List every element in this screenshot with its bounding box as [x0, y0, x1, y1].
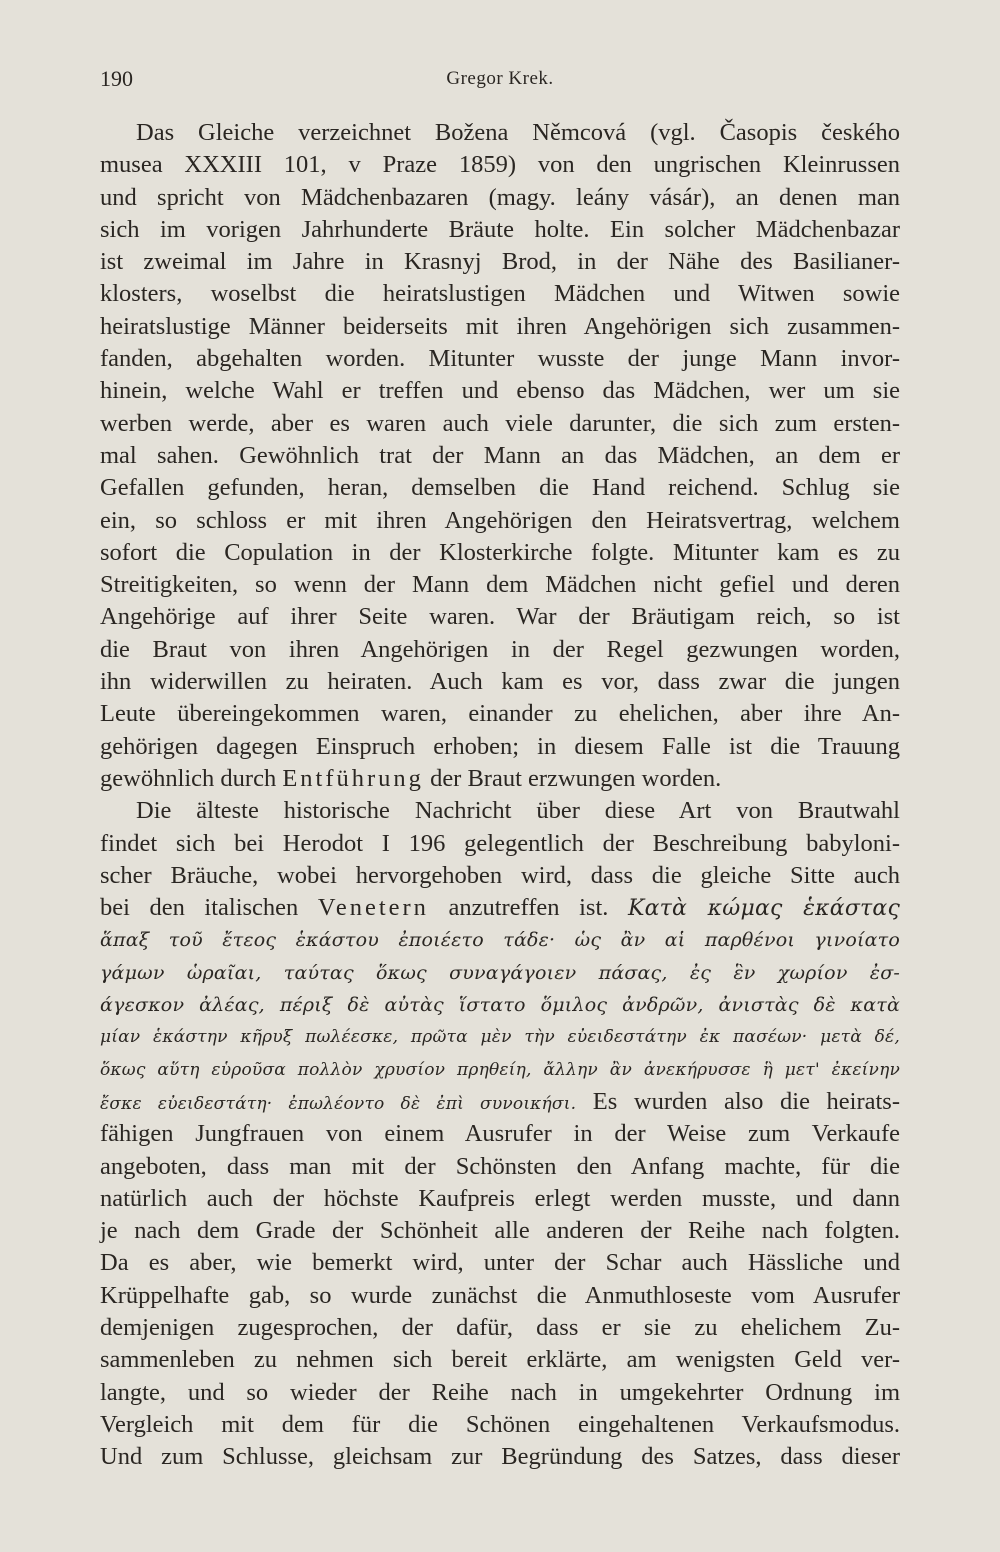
text-line: Gefallen gefunden, heran, demselben die Hand reichend. Schlug sie: [100, 474, 900, 502]
text-line: sofort die Copulation in der Klosterkirche folgte. Mitunter kam es zu: [100, 538, 900, 566]
spaced-emphasis: Venetern: [317, 894, 429, 922]
page-number: 190: [100, 66, 133, 91]
text-line: [100, 1086, 900, 1118]
text-line: Das Gleiche verzeichnet Božena Němcová (vgl. Časopis českého: [136, 119, 900, 146]
page-header: [100, 66, 900, 96]
text-line: Die älteste historische Nachricht über diese Art von Brautwahl: [136, 797, 900, 825]
text-line: je nach dem Grade der Schönheit alle anderen der Reihe nach folgten.: [100, 1217, 900, 1245]
text-line: Vergleich mit dem für die Schönen eingehaltenen Verkaufsmodus.: [100, 1410, 900, 1438]
text-line: langte, und so wieder der Reihe nach in umgekehrter Ordnung im: [100, 1378, 900, 1406]
text-line: werben werde, aber es waren auch viele darunter, die sich zum ersten-: [100, 409, 900, 437]
text-line: Da es aber, wie bemerkt wird, unter der Schar auch Hässliche und: [100, 1249, 900, 1277]
greek-quote-line: ἅπαξ τοῦ ἔτεος ἑκάστου ἐποιέετο τάδε· ὡς ἂν αἱ παρθένοι γινοίατο: [100, 929, 900, 952]
text-line: musea XXXIII 101, v Praze 1859) von den ungrischen Kleinrussen: [100, 151, 900, 179]
text-line: hinein, welche Wahl er treffen und ebenso das Mädchen, wer um sie: [100, 377, 900, 405]
greek-quote: Κατὰ κώμας ἑκάστας: [627, 896, 900, 922]
text-line: sich im vorigen Jahrhunderte Bräute holte. Ein solcher Mädchenbazar: [100, 215, 900, 243]
body-text: [100, 117, 900, 1473]
greek-quote-line: μίαν ἑκάστην κῆρυξ πωλέεσκε, πρῶτα μὲν τὴν εὐειδεστάτην ἐκ πασέων· μετὰ δέ,: [100, 1027, 900, 1048]
text-line: scher Bräuche, wobei hervorgehoben wird, dass die gleiche Sitte auch: [100, 861, 900, 889]
text-run: anzutreffen ist.: [428, 894, 628, 922]
text-line: gehörigen dagegen Einspruch erhoben; in diesem Falle ist die Trauung: [100, 732, 900, 760]
text-line: [100, 892, 900, 924]
text-line: demjenigen zugesprochen, der dafür, dass er sie zu ehelichem Zu-: [100, 1313, 900, 1341]
text-run: gewöhnlich durch: [100, 764, 283, 792]
greek-quote-line: γάμων ὡραῖαι, ταύτας ὅκως συναγάγοιεν πάσας, ἐς ἓν χωρίον ἐσ-: [100, 961, 900, 984]
text-line: ist zweimal im Jahre in Krasnyj Brod, in der Nähe des Basilianer-: [100, 248, 900, 276]
text-line: fähigen Jungfrauen von einem Ausrufer in der Weise zum Verkaufe: [100, 1120, 900, 1148]
text-line: Und zum Schlusse, gleichsam zur Begründung des Satzes, dass dieser: [100, 1443, 900, 1471]
greek-quote-line: άγεσκον ἀλέας, πέριξ δὲ αὐτὰς ἵστατο ὅμιλος ἀνδρῶν, ἀνιστὰς δὲ κατὰ: [100, 994, 900, 1017]
text-run: der Braut erzwungen worden.: [423, 764, 722, 792]
text-line: ein, so schloss er mit ihren Angehörigen den Heiratsvertrag, welchem: [100, 506, 900, 534]
text-line: Angehörige auf ihrer Seite waren. War der Bräutigam reich, so ist: [100, 603, 900, 631]
running-head: Gregor Krek.: [446, 68, 554, 89]
text-line: fanden, abgehalten worden. Mitunter wusste der junge Mann invor-: [100, 345, 900, 373]
text-line: sammenleben zu nehmen sich bereit erklärte, am wenigsten Geld ver-: [100, 1346, 900, 1374]
text-line: heiratslustige Männer beiderseits mit ihren Angehörigen sich zusammen-: [100, 312, 900, 340]
text-line: Krüppelhafte gab, so wurde zunächst die Anmuthloseste vom Ausrufer: [100, 1281, 900, 1309]
text-line: [100, 763, 900, 795]
text-line: und spricht von Mädchenbazaren (magy. leány vásár), an denen man: [100, 183, 900, 211]
text-run: Es wurden also die heirats-: [576, 1087, 900, 1115]
greek-quote-line: ὅκως αὕτη εὑροῦσα πολλὸν χρυσίον πρηθείη, ἄλλην ἂν ἀνεκήρυσσε ἣ μετ' ἐκείνην: [100, 1059, 900, 1080]
text-line: Streitigkeiten, so wenn der Mann dem Mädchen nicht gefiel und deren: [100, 571, 900, 599]
text-line: mal sahen. Gewöhnlich trat der Mann an das Mädchen, an dem er: [100, 441, 900, 469]
text-line: natürlich auch der höchste Kaufpreis erlegt werden musste, und dann: [100, 1184, 900, 1212]
text-line: die Braut von ihren Angehörigen in der Regel gezwungen worden,: [100, 635, 900, 663]
greek-quote: ἔσκε εὐειδεστάτη· ἐπωλέοντο δὲ ἐπὶ συνοικήσι.: [100, 1093, 577, 1114]
text-line: Leute übereingekommen waren, einander zu ehelichen, aber ihre An-: [100, 700, 900, 728]
text-line: findet sich bei Herodot I 196 gelegentlich der Beschreibung babyloni-: [100, 829, 900, 857]
text-line: ihn widerwillen zu heiraten. Auch kam es vor, dass zwar die jungen: [100, 668, 900, 696]
text-line: klosters, woselbst die heiratslustigen Mädchen und Witwen sowie: [100, 280, 900, 308]
text-line: angeboten, dass man mit der Schönsten den Anfang machte, für die: [100, 1152, 900, 1180]
text-run: bei den italischen: [100, 894, 318, 922]
spaced-emphasis: Entführung: [282, 764, 424, 792]
